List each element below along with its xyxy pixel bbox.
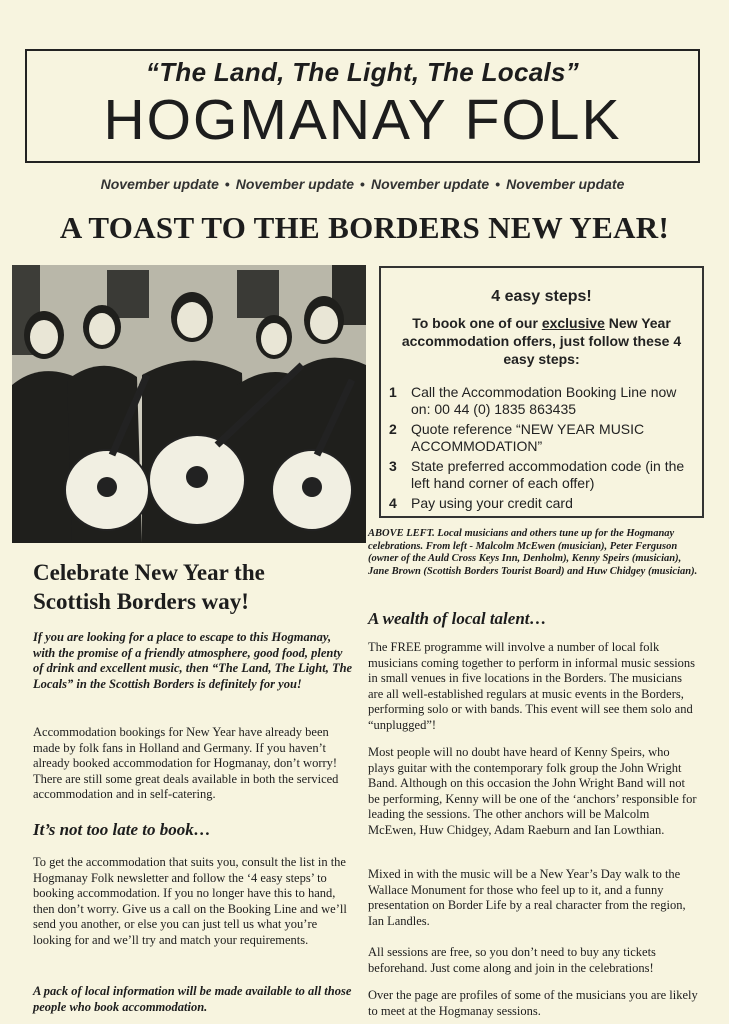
steps-intro-text: To book one of our [412, 315, 542, 331]
update-label: November update [370, 176, 490, 192]
easy-steps-box [379, 266, 704, 518]
step-item [389, 421, 692, 455]
step-number: 2 [389, 421, 397, 437]
photo-caption: ABOVE LEFT. Local musicians and others tune up for the Hogmanay celebrations. From left - Malcolm McEwen (musician), Peter Ferguson (owner of the Auld Cross Keys Inn, Denholm), Kenny Speirs (musician), Jane Brown (Scottish Borders Tourist Board) and Huw Chidgey (musician). [368, 528, 698, 577]
steps-list [381, 384, 702, 512]
step-item [389, 495, 692, 512]
intro-paragraph: If you are looking for a place to escape to this Hogmanay, with the promise of a friendly atmosphere, good food, plenty of drink and excellent music, then “The Land, The Light, The Locals” in the Scottish Borders is definitely for you! [33, 630, 353, 691]
update-label: November update [235, 176, 355, 192]
masthead-title: HOGMANAY FOLK [103, 88, 622, 152]
step-text: Quote reference “NEW YEAR MUSIC ACCOMMODATION” [411, 421, 645, 454]
step-number: 4 [389, 495, 397, 511]
update-label: November update [506, 176, 625, 192]
free-sessions-paragraph: All sessions are free, so you don’t need to buy any tickets beforehand. Just come along and join in the celebrations! [368, 945, 656, 975]
step-item [389, 384, 692, 418]
masthead-tagline: “The Land, The Light, The Locals” [145, 57, 580, 87]
step-number: 1 [389, 384, 397, 400]
bullet-icon: • [224, 176, 230, 192]
step-text: Call the Accommodation Booking Line now on: 00 44 (0) 1835 863435 [411, 384, 677, 417]
step-text: Pay using your credit card [411, 495, 573, 511]
bullet-icon: • [360, 176, 365, 192]
steps-title: 4 easy steps! [491, 288, 592, 305]
steps-intro [381, 314, 702, 368]
steps-intro-emphasis: exclusive [541, 315, 605, 331]
step-item [389, 458, 692, 492]
kenny-speirs-paragraph: Most people will no doubt have heard of Kenny Speirs, who plays guitar with the contemporary folk group the John Wright Band. Although on this occasion the John Wright Band will not be performing, Kenny will be one of the ‘anchors’ responsible for leading the sessions. The other anchors will be Malcolm McEwen, Huw Chidgey, Adam Raeburn and Ian Lowthian. [368, 745, 697, 837]
not-too-late-heading: It’s not too late to book… [33, 820, 211, 839]
update-label: November update [100, 176, 219, 192]
step-text: State preferred accommodation code (in the left hand corner of each offer) [411, 458, 685, 491]
musicians-photo [12, 265, 366, 543]
page-headline: A TOAST TO THE BORDERS NEW YEAR! [59, 210, 670, 245]
profiles-paragraph: Over the page are profiles of some of the musicians you are likely to meet at the Hogmanay sessions. [368, 988, 698, 1018]
steps-intro-text: New Year accommodation offers, just follow these 4 easy steps: [401, 315, 682, 367]
update-strip [25, 176, 700, 192]
celebrate-heading: Celebrate New Year the Scottish Borders way! [33, 560, 265, 614]
bullet-icon: • [495, 176, 501, 192]
info-pack-paragraph: A pack of local information will be made available to all those people who book accommodation. [33, 984, 352, 1014]
accommodation-paragraph: To get the accommodation that suits you, consult the list in the Hogmanay Folk newsletter and follow the ‘4 easy steps’ to booking accommodation. If you no longer have this to hand, then don’t worry. Give us a call on the Booking Line and we’ll send you another, or else you can just tell us what you’re looking for and we’ll try and match your requirements. [33, 855, 347, 947]
musicians-photo-illustration [12, 265, 366, 543]
walk-paragraph: Mixed in with the music will be a New Year’s Day walk to the Wallace Monument for those who feel up to it, and a funny presentation on Border Life by a real character from the region, Ian Landles. [368, 867, 686, 928]
local-talent-heading: A wealth of local talent… [368, 609, 547, 628]
step-number: 3 [389, 458, 397, 474]
masthead [25, 49, 700, 163]
bookings-paragraph: Accommodation bookings for New Year have already been made by folk fans in Holland and Germany. If you haven’t already booked accommodation for Hogmanay, don’t worry! There are still some great deals available in both the serviced accommodation and in self-catering. [33, 725, 339, 801]
programme-paragraph: The FREE programme will involve a number of local folk musicians coming together to perform in informal music sessions in small venues in five locations in the Borders. The musicians are all well-established regulars at music events in the Borders, performing solo or with bands. This event will see them solo and “unplugged”! [368, 640, 696, 732]
